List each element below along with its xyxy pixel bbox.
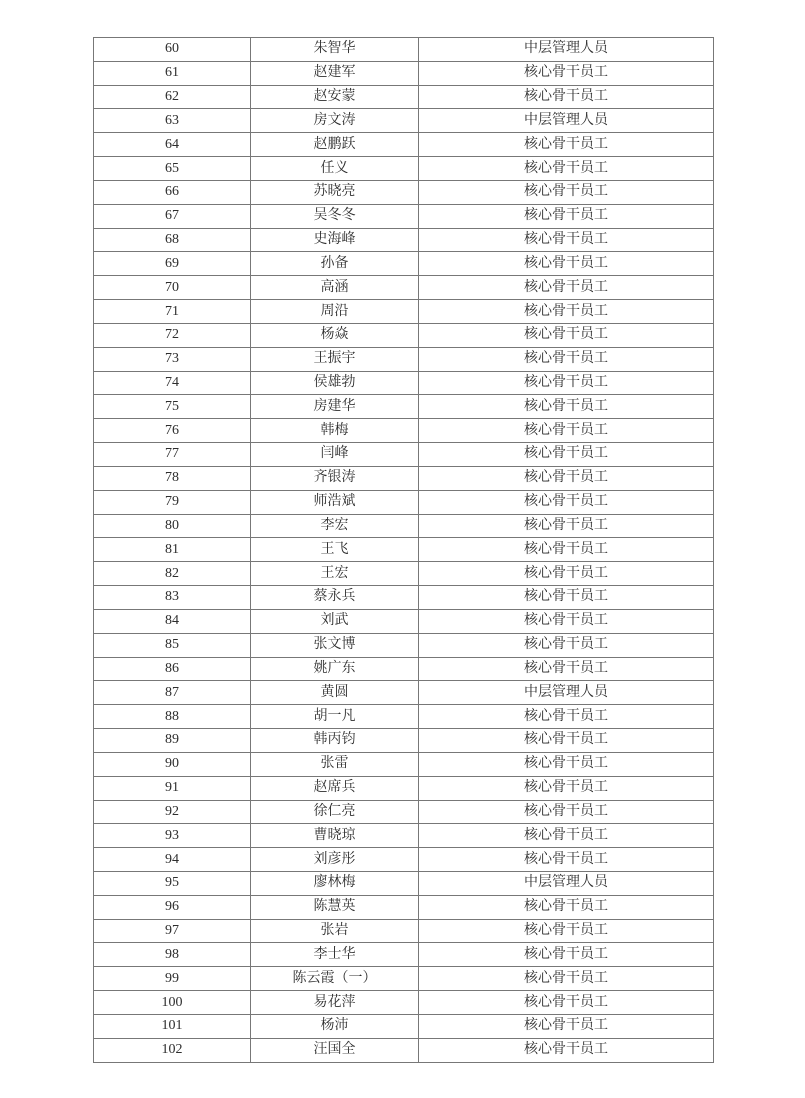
serial-number-cell: 96 [94,895,251,919]
table-row [94,466,714,490]
employee-category-cell: 核心骨干员工 [419,323,714,347]
serial-number-cell: 71 [94,300,251,324]
employee-name-cell: 蔡永兵 [251,586,419,610]
employee-category-cell: 核心骨干员工 [419,991,714,1015]
table-row [94,490,714,514]
serial-number-cell: 85 [94,633,251,657]
table-row [94,705,714,729]
employee-category-cell: 核心骨干员工 [419,1038,714,1062]
employee-name-cell: 张岩 [251,919,419,943]
serial-number-cell: 100 [94,991,251,1015]
serial-number-cell: 82 [94,562,251,586]
serial-number-cell: 89 [94,729,251,753]
table-row [94,1038,714,1062]
employee-name-cell: 史海峰 [251,228,419,252]
serial-number-cell: 87 [94,681,251,705]
employee-category-cell: 核心骨干员工 [419,729,714,753]
employee-category-cell: 核心骨干员工 [419,204,714,228]
employee-name-cell: 李士华 [251,943,419,967]
employee-category-cell: 核心骨干员工 [419,466,714,490]
serial-number-cell: 86 [94,657,251,681]
employee-category-cell: 中层管理人员 [419,681,714,705]
serial-number-cell: 98 [94,943,251,967]
employee-category-cell: 核心骨干员工 [419,300,714,324]
employee-category-cell: 核心骨干员工 [419,538,714,562]
employee-category-cell: 核心骨干员工 [419,514,714,538]
table-row [94,252,714,276]
table-row [94,943,714,967]
employee-name-cell: 王飞 [251,538,419,562]
employee-category-cell: 核心骨干员工 [419,133,714,157]
table-row [94,800,714,824]
table-row [94,586,714,610]
employee-category-cell: 核心骨干员工 [419,371,714,395]
employee-name-cell: 韩梅 [251,419,419,443]
employee-name-cell: 杨沛 [251,1014,419,1038]
serial-number-cell: 97 [94,919,251,943]
serial-number-cell: 61 [94,61,251,85]
serial-number-cell: 95 [94,871,251,895]
serial-number-cell: 75 [94,395,251,419]
employee-roster-table [93,37,714,1063]
table-row [94,443,714,467]
employee-category-cell: 核心骨干员工 [419,157,714,181]
employee-name-cell: 侯雄勃 [251,371,419,395]
employee-category-cell: 核心骨干员工 [419,895,714,919]
employee-name-cell: 李宏 [251,514,419,538]
table-row [94,1014,714,1038]
serial-number-cell: 68 [94,228,251,252]
employee-name-cell: 张雷 [251,752,419,776]
serial-number-cell: 83 [94,586,251,610]
employee-name-cell: 王振宇 [251,347,419,371]
employee-name-cell: 韩丙钧 [251,729,419,753]
serial-number-cell: 102 [94,1038,251,1062]
serial-number-cell: 67 [94,204,251,228]
serial-number-cell: 60 [94,38,251,62]
table-row [94,609,714,633]
employee-name-cell: 刘彦彤 [251,848,419,872]
employee-category-cell: 核心骨干员工 [419,180,714,204]
employee-name-cell: 高涵 [251,276,419,300]
serial-number-cell: 91 [94,776,251,800]
table-row [94,776,714,800]
serial-number-cell: 66 [94,180,251,204]
table-row [94,538,714,562]
employee-category-cell: 核心骨干员工 [419,276,714,300]
table-row [94,109,714,133]
employee-category-cell: 核心骨干员工 [419,443,714,467]
table-row [94,204,714,228]
employee-name-cell: 赵席兵 [251,776,419,800]
serial-number-cell: 62 [94,85,251,109]
employee-name-cell: 齐银涛 [251,466,419,490]
serial-number-cell: 90 [94,752,251,776]
serial-number-cell: 63 [94,109,251,133]
serial-number-cell: 72 [94,323,251,347]
employee-category-cell: 核心骨干员工 [419,705,714,729]
table-row [94,919,714,943]
serial-number-cell: 64 [94,133,251,157]
employee-category-cell: 核心骨干员工 [419,228,714,252]
employee-name-cell: 师浩斌 [251,490,419,514]
employee-category-cell: 核心骨干员工 [419,824,714,848]
employee-category-cell: 中层管理人员 [419,871,714,895]
employee-name-cell: 曹晓琼 [251,824,419,848]
serial-number-cell: 80 [94,514,251,538]
table-row [94,347,714,371]
employee-name-cell: 王宏 [251,562,419,586]
serial-number-cell: 101 [94,1014,251,1038]
employee-category-cell: 核心骨干员工 [419,776,714,800]
serial-number-cell: 84 [94,609,251,633]
table-row [94,752,714,776]
serial-number-cell: 69 [94,252,251,276]
serial-number-cell: 81 [94,538,251,562]
table-row [94,967,714,991]
employee-category-cell: 核心骨干员工 [419,419,714,443]
employee-category-cell: 核心骨干员工 [419,395,714,419]
table-row [94,180,714,204]
employee-name-cell: 房建华 [251,395,419,419]
table-row [94,991,714,1015]
table-row [94,514,714,538]
employee-category-cell: 核心骨干员工 [419,800,714,824]
serial-number-cell: 65 [94,157,251,181]
table-row [94,681,714,705]
employee-name-cell: 房文涛 [251,109,419,133]
employee-name-cell: 陈云霞（一） [251,967,419,991]
table-row [94,419,714,443]
employee-name-cell: 周沿 [251,300,419,324]
serial-number-cell: 76 [94,419,251,443]
employee-name-cell: 汪国全 [251,1038,419,1062]
employee-category-cell: 核心骨干员工 [419,586,714,610]
employee-name-cell: 姚广东 [251,657,419,681]
table-row [94,562,714,586]
employee-name-cell: 孙备 [251,252,419,276]
serial-number-cell: 78 [94,466,251,490]
serial-number-cell: 77 [94,443,251,467]
employee-category-cell: 核心骨干员工 [419,1014,714,1038]
employee-category-cell: 核心骨干员工 [419,752,714,776]
employee-name-cell: 闫峰 [251,443,419,467]
employee-name-cell: 朱智华 [251,38,419,62]
serial-number-cell: 93 [94,824,251,848]
employee-name-cell: 吴冬冬 [251,204,419,228]
employee-name-cell: 刘武 [251,609,419,633]
employee-name-cell: 杨焱 [251,323,419,347]
employee-category-cell: 中层管理人员 [419,109,714,133]
employee-name-cell: 任义 [251,157,419,181]
table-row [94,824,714,848]
employee-name-cell: 廖林梅 [251,871,419,895]
employee-name-cell: 赵建军 [251,61,419,85]
employee-name-cell: 黄圆 [251,681,419,705]
employee-name-cell: 赵安蒙 [251,85,419,109]
table-row [94,871,714,895]
table-row [94,276,714,300]
employee-category-cell: 核心骨干员工 [419,657,714,681]
table-row [94,729,714,753]
table-row [94,371,714,395]
employee-category-cell: 核心骨干员工 [419,967,714,991]
employee-category-cell: 核心骨干员工 [419,562,714,586]
employee-name-cell: 张文博 [251,633,419,657]
employee-category-cell: 核心骨干员工 [419,347,714,371]
employee-category-cell: 核心骨干员工 [419,490,714,514]
table-row [94,133,714,157]
serial-number-cell: 79 [94,490,251,514]
table-row [94,895,714,919]
table-row [94,633,714,657]
employee-category-cell: 中层管理人员 [419,38,714,62]
employee-category-cell: 核心骨干员工 [419,848,714,872]
employee-category-cell: 核心骨干员工 [419,633,714,657]
table-row [94,657,714,681]
employee-name-cell: 易花萍 [251,991,419,1015]
employee-category-cell: 核心骨干员工 [419,943,714,967]
serial-number-cell: 92 [94,800,251,824]
serial-number-cell: 74 [94,371,251,395]
table-row [94,157,714,181]
serial-number-cell: 73 [94,347,251,371]
employee-category-cell: 核心骨干员工 [419,609,714,633]
employee-name-cell: 胡一凡 [251,705,419,729]
serial-number-cell: 70 [94,276,251,300]
serial-number-cell: 94 [94,848,251,872]
employee-name-cell: 徐仁亮 [251,800,419,824]
employee-category-cell: 核心骨干员工 [419,85,714,109]
table-row [94,85,714,109]
employee-category-cell: 核心骨干员工 [419,919,714,943]
serial-number-cell: 88 [94,705,251,729]
table-row [94,848,714,872]
serial-number-cell: 99 [94,967,251,991]
roster-table-body [94,38,714,1063]
table-row [94,395,714,419]
employee-name-cell: 苏晓亮 [251,180,419,204]
table-row [94,61,714,85]
employee-name-cell: 赵鹏跃 [251,133,419,157]
table-row [94,38,714,62]
table-row [94,228,714,252]
employee-name-cell: 陈慧英 [251,895,419,919]
employee-category-cell: 核心骨干员工 [419,252,714,276]
table-row [94,323,714,347]
employee-category-cell: 核心骨干员工 [419,61,714,85]
table-row [94,300,714,324]
